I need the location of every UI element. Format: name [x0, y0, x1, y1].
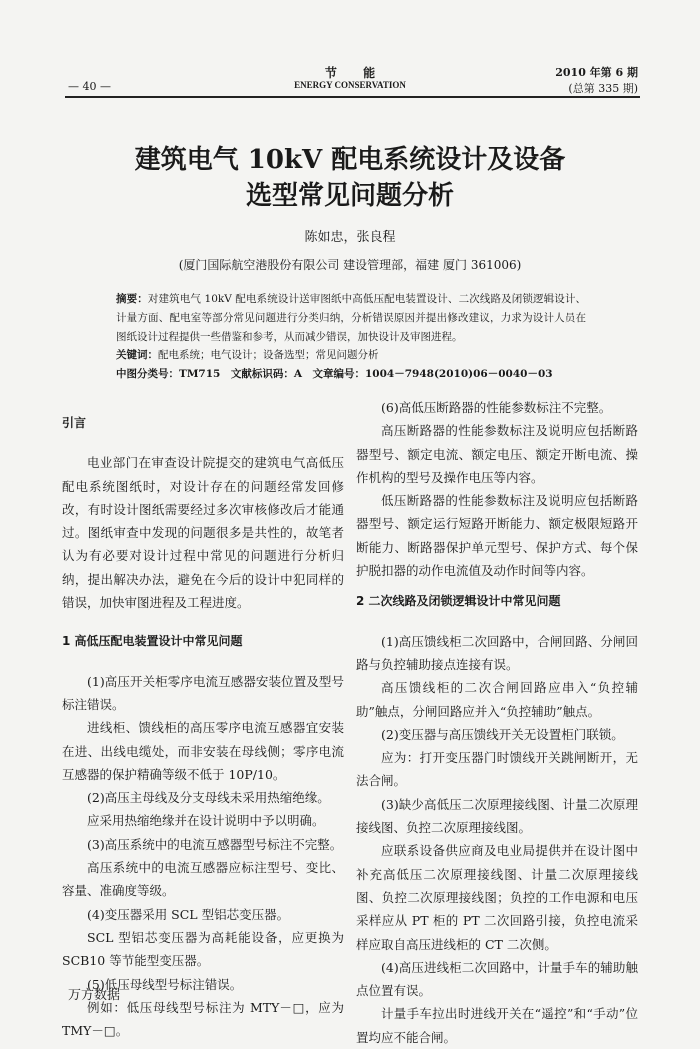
paragraph: 高压馈线柜的二次合闸回路应串入“负控辅助”触点，分闸回路应并入“负控辅助”触点。 [356, 680, 638, 719]
paragraph: 进线柜、馈线柜的高压零序电流互感器宜安装在进、出线电缆处，而非安装在母线侧；零序电流互感器的保护精确等级不低于 10P/10。 [62, 720, 344, 782]
paragraph: 高压系统中的电流互感器应标注型号、变比、容量、准确度等级。 [62, 860, 344, 899]
paragraph: (1)高压馈线柜二次回路中，合闸回路、分闸回路与负控辅助接点连接有误。 [356, 633, 638, 672]
issue-number: 2010 年第 6 期 [555, 66, 638, 79]
keywords-label: 关键词： [116, 349, 158, 361]
abstract [116, 290, 586, 347]
total-issue-number: (总第 335 期) [568, 82, 638, 95]
keywords-text: 配电系统；电气设计；设备选型；常见问题分析 [158, 349, 379, 361]
paragraph: SCL 型铝芯变压器为高耗能设备，应更换为 SCB10 等节能型变压器。 [62, 929, 344, 969]
abstract-label: 摘要： [116, 293, 148, 305]
paragraph: (2)变压器与高压馈线开关无设置柜门联锁。 [381, 726, 624, 742]
paragraph: (2)高压主母线及分支母线未采用热缩绝缘。 [87, 790, 330, 806]
affiliation: (厦门国际航空港股份有限公司 建设管理部，福建 厦门 361006) [178, 258, 522, 272]
paragraph: 例如：低压母线型号标注为 MTY－□，应为 TMY－□。 [62, 999, 344, 1039]
paragraph: 电业部门在审查设计院提交的建筑电气高低压配电系统图纸时，对设计存在的问题经常发回修改，有时设计图纸需要经过多次审核修改后才能通过。图纸审查中发现的问题很多是共性的，故笔者认为有必要对设计过程中常见的问题进行分析归纳，提出解决办法，避免在今后的设计中犯同样的错误，加快审图进程及工程进度。 [62, 455, 344, 611]
article-title-line1: 建筑电气 10kV 配电系统设计及设备 [134, 145, 566, 175]
journal-name-cn: 节 能 [324, 66, 376, 80]
paragraph: (5)低压母线型号标注错误。 [87, 976, 243, 992]
paragraph: 应为：打开变压器门时馈线开关跳闸断开，无法合闸。 [356, 750, 638, 789]
authors: 陈如忠，张良程 [304, 230, 396, 245]
paragraph: (4)变压器采用 SCL 型铝芯变压器。 [87, 906, 290, 922]
keywords [116, 347, 586, 362]
section-heading-intro: 引言 [62, 416, 87, 430]
right-column [356, 396, 638, 1049]
abstract-text: 对建筑电气 10kV 配电系统设计送审图纸中高低压配电装置设计、二次线路及闭锁逻辑设计、计量方面、配电室等部分常见问题进行分类归纳，分析错误原因并提出修改建议，力求为设计人员在图纸设计过程提供一些借鉴和参考，从而减少错误，加快设计及审图进程。 [116, 293, 587, 343]
journal-name-en: ENERGY CONSERVATION [294, 80, 406, 90]
section-heading-1: 1 高低压配电装置设计中常见问题 [62, 634, 243, 649]
paragraph: 高压断路器的性能参数标注及说明应包括断路器型号、额定电流、额定电压、额定开断电流、操作机构的型号及操作电压等内容。 [356, 423, 638, 485]
section-heading-2: 2 二次线路及闭锁逻辑设计中常见问题 [356, 594, 561, 609]
paragraph: (3)缺少高低压二次原理接线图、计量二次原理接线图、负控二次原理接线图。 [356, 796, 638, 836]
left-column [62, 412, 344, 1042]
watermark-footer: 万方数据 [68, 988, 121, 1003]
paragraph: (6)高低压断路器的性能参数标注不完整。 [381, 400, 612, 415]
paragraph: 计量手车拉出时进线开关在“遥控”和“手动”位置均应不能合闸。 [356, 1006, 638, 1045]
article-title-line2: 选型常见问题分析 [245, 181, 454, 211]
paragraph: (4)高压进线柜二次回路中，计量手车的辅助触点位置有误。 [356, 959, 638, 999]
paragraph: 应采用热缩绝缘并在设计说明中予以明确。 [87, 813, 325, 829]
paragraph: 低压断路器的性能参数标注及说明应包括断路器型号、额定运行短路开断能力、额定极限短路开断能力、断路器保护单元型号、保护方式、每个保护脱扣器的动作电流值及动作时间等内容。 [356, 493, 638, 579]
classification-line: 中图分类号：TM715 文献标识码：A 文章编号：1004－7948(2010)06－0040－03 [116, 368, 553, 380]
page-number: — 40 — [68, 80, 111, 93]
header-rule [65, 96, 640, 98]
paragraph: (3)高压系统中的电流互感器型号标注不完整。 [87, 836, 343, 852]
paragraph: 应联系设备供应商及电业局提供并在设计图中补充高低压二次原理接线图、计量二次原理接线图、负控二次原理接线图；负控的工作电源和电压采样应从 PT 柜的 PT 二次回路引接，负控电流采样应取自高压进线柜的 CT 二次侧。 [356, 843, 638, 952]
paragraph: (1)高压开关柜零序电流互感器安装位置及型号标注错误。 [62, 673, 344, 712]
